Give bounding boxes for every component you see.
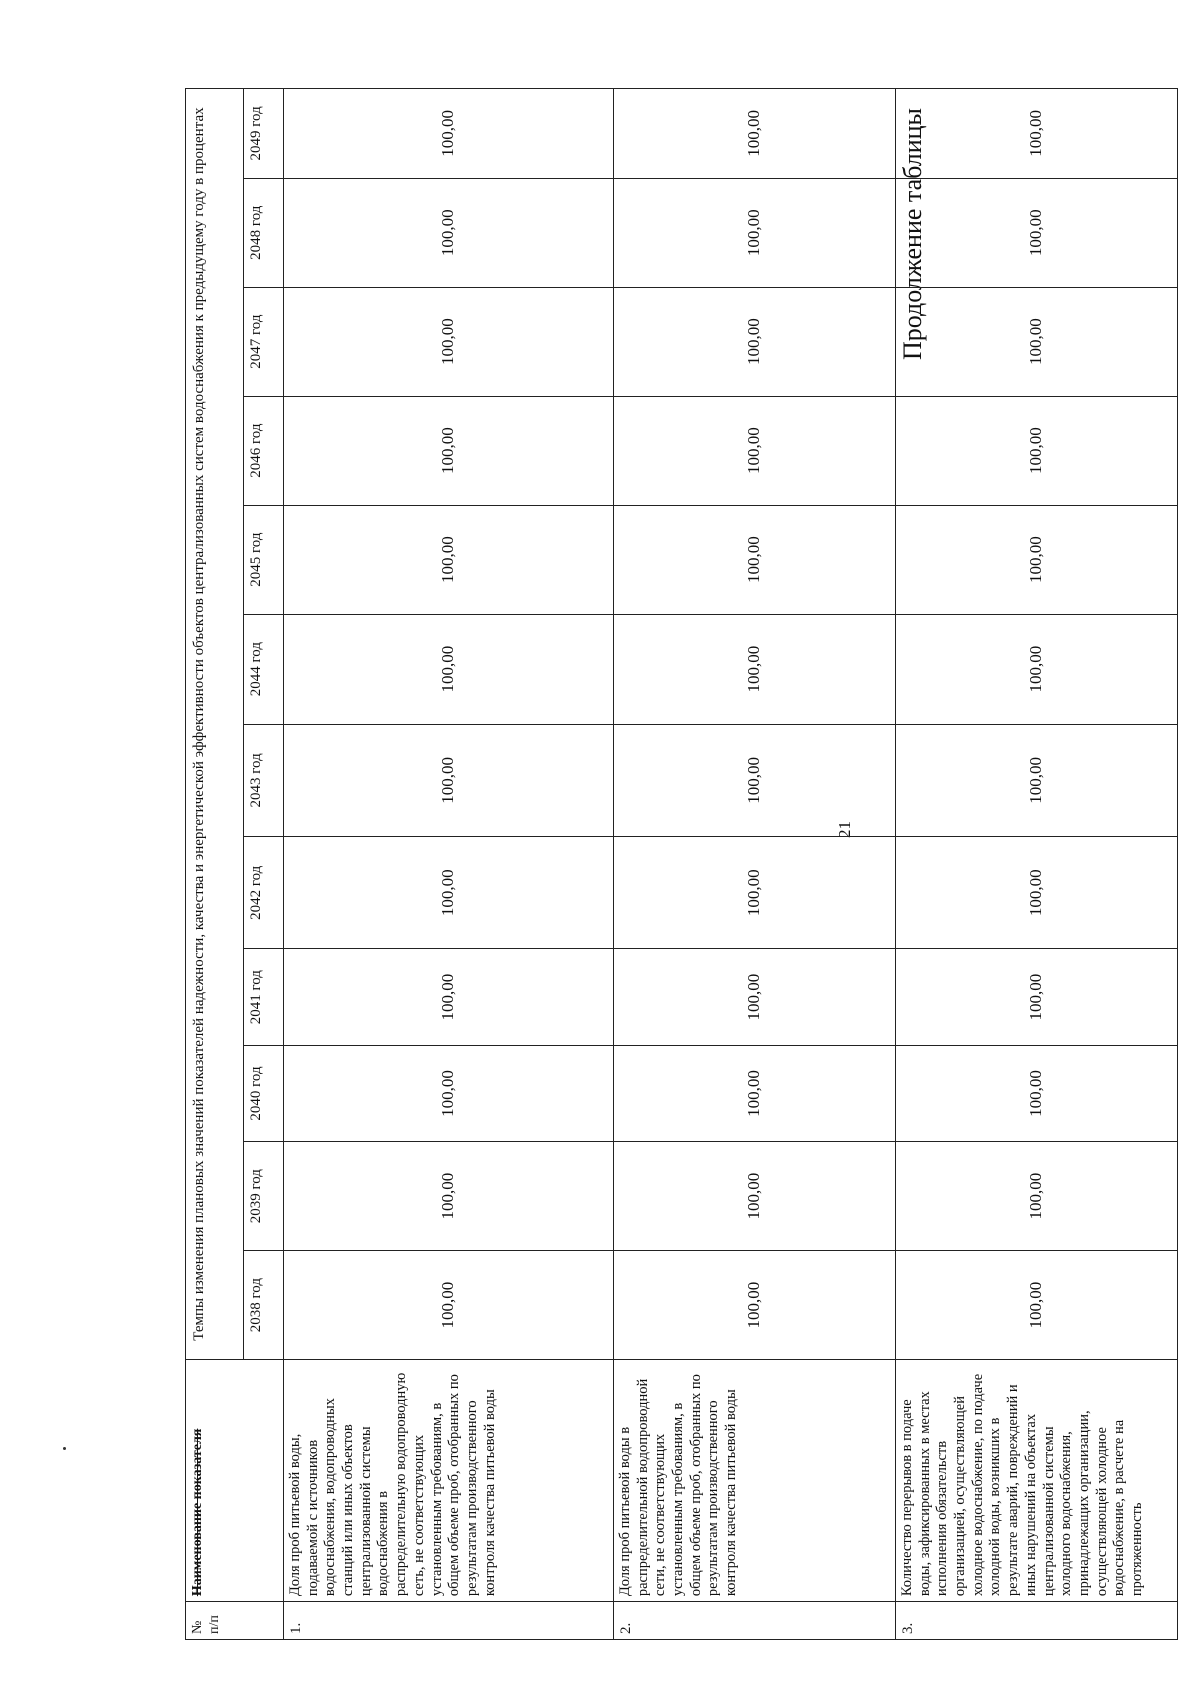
indicator-table-frame <box>185 88 1155 1640</box>
value-cell: 100,00 <box>896 287 1178 396</box>
year-header: 2047 год <box>244 287 284 396</box>
value-cell: 100,00 <box>284 287 614 396</box>
value-cell: 100,00 <box>284 1142 614 1251</box>
table-row <box>284 89 614 1640</box>
value-cell: 100,00 <box>284 614 614 724</box>
value-cell: 100,00 <box>284 1045 614 1141</box>
indicator-table <box>185 88 1178 1640</box>
year-header: 2041 год <box>244 949 284 1045</box>
value-cell: 100,00 <box>284 949 614 1045</box>
row-number: 1. <box>284 1602 614 1640</box>
value-cell: 100,00 <box>896 505 1178 614</box>
indicator-name: Доля проб питьевой воды, подаваемой с источников водоснабжения, водопроводных станций или иных объектов централизованной системы водоснабжения в распределительную водопроводную сеть, не соответствующих установленным требованиям, в общем объеме проб, отобранных по результатам производственного контроля качества питьевой воды <box>284 1360 614 1602</box>
year-header: 2040 год <box>244 1045 284 1141</box>
indicator-name: Количество перерывов в подаче воды, зафиксированных в местах исполнения обязательств организацией, осуществляющей холодное водоснабжение, по подаче холодной воды, возникших в результате аварий, повреждений и иных нарушений на объектах централизованной системы холодного водоснабжения, принадлежащих организации, осуществляющей холодное водоснабжение, в расчете на протяженность <box>896 1360 1178 1602</box>
value-cell: 100,00 <box>284 89 614 179</box>
value-cell: 100,00 <box>284 505 614 614</box>
year-header: 2043 год <box>244 724 284 836</box>
year-header: 2046 год <box>244 396 284 505</box>
value-cell: 100,00 <box>614 178 896 287</box>
value-cell: 100,00 <box>284 178 614 287</box>
value-cell: 100,00 <box>284 837 614 949</box>
row-number: 2. <box>614 1602 896 1640</box>
year-header: 2048 год <box>244 178 284 287</box>
value-cell: 100,00 <box>284 724 614 836</box>
value-cell: 100,00 <box>896 178 1178 287</box>
value-cell: 100,00 <box>896 614 1178 724</box>
value-cell: 100,00 <box>896 837 1178 949</box>
scan-speck <box>63 1447 66 1450</box>
value-cell: 100,00 <box>614 1251 896 1360</box>
table-row <box>896 89 1178 1640</box>
value-cell: 100,00 <box>614 505 896 614</box>
value-cell: 100,00 <box>614 949 896 1045</box>
value-cell: 100,00 <box>896 1251 1178 1360</box>
value-cell: 100,00 <box>896 396 1178 505</box>
group-header: Темпы изменения плановых значений показателей надежности, качества и энергетической эффективности объектов централизованных систем водоснабжения к предыдущему году в процентах <box>186 89 244 1360</box>
value-cell: 100,00 <box>614 724 896 836</box>
name-header: Наименование показателя <box>186 1360 284 1602</box>
value-cell: 100,00 <box>614 1045 896 1141</box>
value-cell: 100,00 <box>284 396 614 505</box>
value-cell: 100,00 <box>896 89 1178 179</box>
value-cell: 100,00 <box>614 89 896 179</box>
value-cell: 100,00 <box>614 614 896 724</box>
year-header: 2044 год <box>244 614 284 724</box>
value-cell: 100,00 <box>896 1045 1178 1141</box>
year-header: 2042 год <box>244 837 284 949</box>
num-header: № п/п <box>186 1602 284 1640</box>
row-number: 3. <box>896 1602 1178 1640</box>
value-cell: 100,00 <box>896 724 1178 836</box>
value-cell: 100,00 <box>896 949 1178 1045</box>
year-header: 2039 год <box>244 1142 284 1251</box>
year-header: 2045 год <box>244 505 284 614</box>
value-cell: 100,00 <box>284 1251 614 1360</box>
value-cell: 100,00 <box>614 1142 896 1251</box>
year-header: 2038 год <box>244 1251 284 1360</box>
year-header: 2049 год <box>244 89 284 179</box>
continuation-label: Продолжение таблицы <box>898 108 927 360</box>
value-cell: 100,00 <box>614 396 896 505</box>
value-cell: 100,00 <box>896 1142 1178 1251</box>
value-cell: 100,00 <box>614 287 896 396</box>
page-number: 21 <box>835 821 854 838</box>
indicator-name: Доля проб питьевой воды в распределительной водопроводной сети, не соответствующих установленным требованиям, в общем объеме проб, отобранных по результатам производственного контроля качества питьевой воды <box>614 1360 896 1602</box>
value-cell: 100,00 <box>614 837 896 949</box>
table-row <box>614 89 896 1640</box>
